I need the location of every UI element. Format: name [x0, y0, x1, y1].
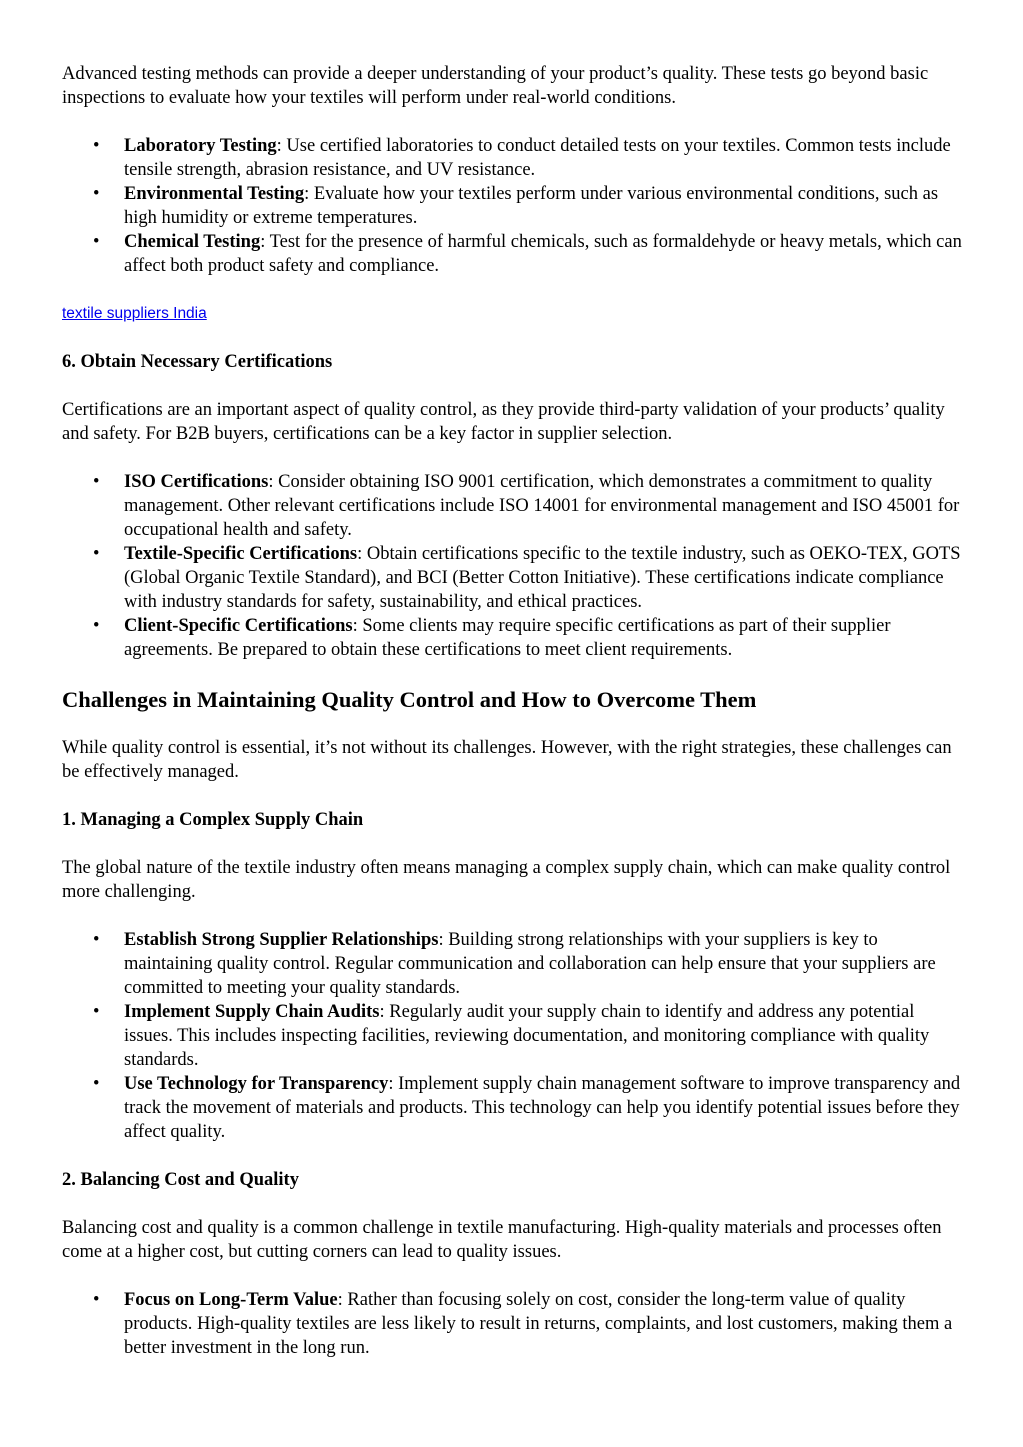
certifications-list [62, 470, 962, 662]
list-item [124, 614, 962, 662]
major-heading: Challenges in Maintaining Quality Control and How to Overcome Them [62, 687, 757, 712]
section-paragraph: The global nature of the textile industry often means managing a complex supply chain, which can make quality control more challenging. [62, 858, 951, 902]
list-item-term: Textile-Specific Certifications [124, 544, 358, 564]
list-item-term: Environmental Testing [124, 184, 305, 204]
list-item-term: Establish Strong Supplier Relationships [124, 930, 439, 950]
list-item-desc: : Use certified laboratories to conduct detailed tests on your textiles. Common tests include tensile strength, abrasion resistance, and UV resistance. [124, 136, 951, 180]
list-item-term: Chemical Testing [124, 232, 261, 252]
list-item-term: Laboratory Testing [124, 136, 277, 156]
list-item-term: Client-Specific Certifications [124, 616, 353, 636]
section-heading: 1. Managing a Complex Supply Chain [62, 810, 364, 830]
list-item-term: Implement Supply Chain Audits [124, 1002, 380, 1022]
list-item [124, 1000, 962, 1072]
textile-suppliers-link[interactable]: textile suppliers India [62, 305, 207, 322]
list-item-desc: : Rather than focusing solely on cost, consider the long-term value of quality products. High-quality textiles are less likely to result in returns, complaints, and lost customers, making them a better investment in the long run. [124, 1290, 953, 1358]
link-paragraph [62, 302, 962, 326]
list-item-desc: : Evaluate how your textiles perform under various environmental conditions, such as high humidity or extreme temperatures. [124, 184, 939, 228]
list-item-desc: : Regularly audit your supply chain to identify and address any potential issues. This includes inspecting facilities, reviewing documentation, and monitoring compliance with quality standards. [124, 1002, 930, 1070]
list-item-term: Focus on Long-Term Value [124, 1290, 338, 1310]
challenges-paragraph: While quality control is essential, it’s not without its challenges. However, with the right strategies, these challenges can be effectively managed. [62, 738, 952, 782]
section-heading: 2. Balancing Cost and Quality [62, 1170, 299, 1190]
list-item-desc: : Building strong relationships with your suppliers is key to maintaining quality control. Regular communication and collaboration can help ensure that your suppliers are committed to meeting your quality standards. [124, 930, 936, 998]
list-item-term: Use Technology for Transparency [124, 1074, 389, 1094]
list-item [124, 470, 962, 542]
list-item-desc: : Obtain certifications specific to the textile industry, such as OEKO-TEX, GOTS (Global Organic Textile Standard), and BCI (Better Cotton Initiative). These certifications indicate compliance with industry standards for safety, sustainability, and ethical practices. [124, 544, 961, 612]
list-item [124, 928, 962, 1000]
list-item-desc: : Some clients may require specific certifications as part of their supplier agreements. Be prepared to obtain these certifications to meet client requirements. [124, 616, 891, 660]
section-heading: 6. Obtain Necessary Certifications [62, 352, 333, 372]
cost-quality-list [62, 1288, 962, 1360]
list-item [124, 230, 962, 278]
supply-chain-list [62, 928, 962, 1144]
list-item [124, 134, 962, 182]
section-paragraph: Balancing cost and quality is a common challenge in textile manufacturing. High-quality materials and processes often come at a higher cost, but cutting corners can lead to quality issues. [62, 1218, 942, 1262]
document-page [62, 62, 962, 1384]
list-item-desc: : Test for the presence of harmful chemicals, such as formaldehyde or heavy metals, which can affect both product safety and compliance. [124, 232, 962, 276]
list-item [124, 182, 962, 230]
section-paragraph: Certifications are an important aspect of quality control, as they provide third-party validation of your products’ quality and safety. For B2B buyers, certifications can be a key factor in supplier selection. [62, 400, 945, 444]
list-item [124, 1288, 962, 1360]
list-item [124, 1072, 962, 1144]
list-item-term: ISO Certifications [124, 472, 269, 492]
list-item [124, 542, 962, 614]
intro-paragraph: Advanced testing methods can provide a deeper understanding of your product’s quality. These tests go beyond basic inspections to evaluate how your textiles will perform under real-world conditions. [62, 64, 929, 108]
list-item-desc: : Consider obtaining ISO 9001 certification, which demonstrates a commitment to quality management. Other relevant certifications include ISO 14001 for environmental management and ISO 45001 for occupational health and safety. [124, 472, 960, 540]
list-item-desc: : Implement supply chain management software to improve transparency and track the movement of materials and products. This technology can help you identify potential issues before they affect quality. [124, 1074, 961, 1142]
testing-list [62, 134, 962, 278]
